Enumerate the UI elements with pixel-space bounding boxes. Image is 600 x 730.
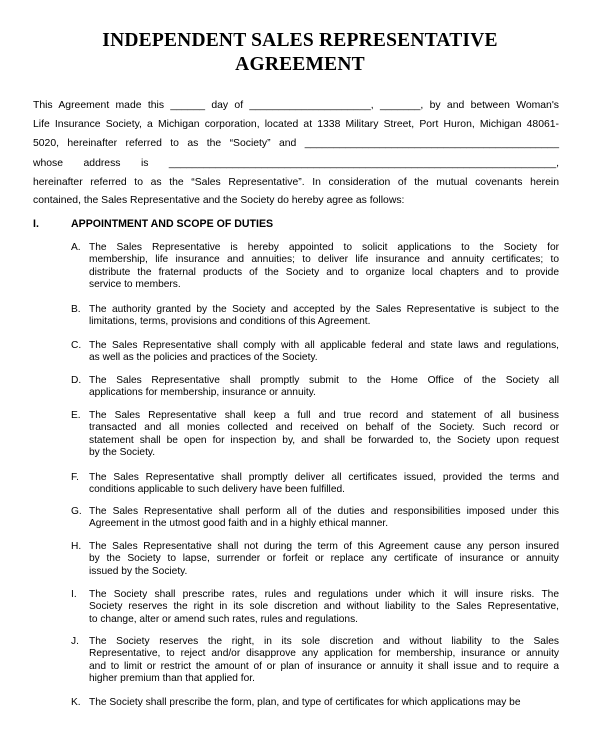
clause-letter: K. <box>71 697 81 708</box>
clause-letter: F. <box>71 472 79 483</box>
clause-text-line: Representative, to reject and/or disapprove any application for membership, insurance or annuity <box>89 648 559 660</box>
clause-text-line: The Sales Representative shall promptly submit to the Home Office of the Society all <box>89 375 559 386</box>
clause-text-line: The Sales Representative shall keep a full and true record and statement of all business <box>89 410 559 421</box>
clause-text-line: service to members. <box>89 278 181 290</box>
clause-letter: E. <box>71 410 81 421</box>
clause-text-line: by the Society. <box>89 446 156 458</box>
clause-letter: G. <box>71 506 82 517</box>
clause-text <box>89 506 559 531</box>
clause-text-line: distribute the fraternal products of the Society and to organize local chapters and to provide <box>89 266 559 278</box>
intro-line: 5020, hereinafter referred to as the “Society” and ____________________________________________ <box>33 138 559 149</box>
clause-text-line: transacted and all monies collected and received on behalf of the Society. Such record or <box>89 422 559 434</box>
clause-text-line: higher premium than that applied for. <box>89 672 255 684</box>
clause-letter: B. <box>71 304 81 315</box>
clause-text-line: statement shall be open for inspection by, and shall be forwarded to, the Society upon request <box>89 434 559 446</box>
clause-text-line: The Society shall prescribe rates, rules and regulations under which it will insure risks. The <box>89 589 559 600</box>
intro-line: This Agreement made this ______ day of _____________________, _______, by and between Woman's <box>33 100 559 111</box>
clause-text-line: limitations, terms, provisions and conditions of this Agreement. <box>89 316 371 328</box>
clause-text-line: Agreement in the utmost good faith and in a highly ethical manner. <box>89 518 389 530</box>
clause-letter: A. <box>71 242 81 253</box>
clause-text <box>89 410 559 459</box>
clause-text <box>89 589 559 626</box>
clause-text-line: The Sales Representative shall comply with all applicable federal and state laws and regulations, <box>89 340 559 351</box>
clause-text <box>89 541 559 578</box>
intro-line: contained, the Sales Representative and the Society do hereby agree as follows: <box>33 195 405 206</box>
clause-text-line: The Society shall prescribe the form, plan, and type of certificates for which applications may be <box>89 697 521 708</box>
clause-text-line: The Sales Representative shall perform all of the duties and responsibilities imposed under this <box>89 506 559 517</box>
clause-letter: D. <box>71 375 82 386</box>
clause-text <box>89 636 559 685</box>
clause-text-line: The Sales Representative shall promptly deliver all certificates issued, provided the terms and <box>89 472 559 483</box>
clause-text-line: The Sales Representative is hereby appointed to solicit applications to the Society for <box>89 242 559 253</box>
clause-text-line: and to limit or restrict the amount of or plan of insurance or annuity it shall issue and to require a <box>89 660 559 672</box>
clause-text <box>89 697 559 709</box>
clause-letter: C. <box>71 340 82 351</box>
clause-text-line: membership, life insurance and annuities; to deliver life insurance and annuity certificates; to <box>89 254 559 266</box>
clause-text-line: by the Society to lapse, surrender or forfeit or replace any certificate of insurance or annuity <box>89 553 559 565</box>
clause-text-line: Society reserves the right in its sole discretion and without liability to the Sales Representative, <box>89 601 559 613</box>
clause-text-line: to change, alter or amend such rates, rules and regulations. <box>89 613 358 625</box>
clause-text <box>89 472 559 497</box>
clause-letter: H. <box>71 541 82 552</box>
intro-line: hereinafter referred to as the “Sales Representative”. In consideration of the mutual covenants herein <box>33 177 559 188</box>
document-title-line-2: AGREEMENT <box>235 54 365 75</box>
clause-text-line: issued by the Society. <box>89 565 188 577</box>
intro-line: whose address is ___________________________________________________________________, <box>33 158 559 169</box>
clause-text <box>89 242 559 291</box>
section-number: I. <box>33 218 39 230</box>
clause-text-line: The Sales Representative shall not during the term of this Agreement cause any person insured <box>89 541 559 552</box>
clause-letter: J. <box>71 636 79 647</box>
clause-text-line: as well as the policies and practices of the Society. <box>89 352 318 364</box>
clause-text-line: applications for membership, insurance or annuity. <box>89 387 316 399</box>
document-title-line-1: INDEPENDENT SALES REPRESENTATIVE <box>102 30 498 51</box>
clause-text <box>89 304 559 329</box>
clause-text-line: conditions applicable to such delivery have been fulfilled. <box>89 484 345 496</box>
clause-text <box>89 340 559 365</box>
clause-text <box>89 375 559 400</box>
section-title: APPOINTMENT AND SCOPE OF DUTIES <box>71 218 274 230</box>
clause-text-line: The Society reserves the right, in its sole discretion and without liability to the Sales <box>89 636 559 647</box>
clause-text-line: The authority granted by the Society and accepted by the Sales Representative is subject to the <box>89 304 559 315</box>
intro-line: Life Insurance Society, a Michigan corporation, located at 1338 Military Street, Port Huron, Michigan 48061- <box>33 119 559 130</box>
clause-letter: I. <box>71 589 77 600</box>
